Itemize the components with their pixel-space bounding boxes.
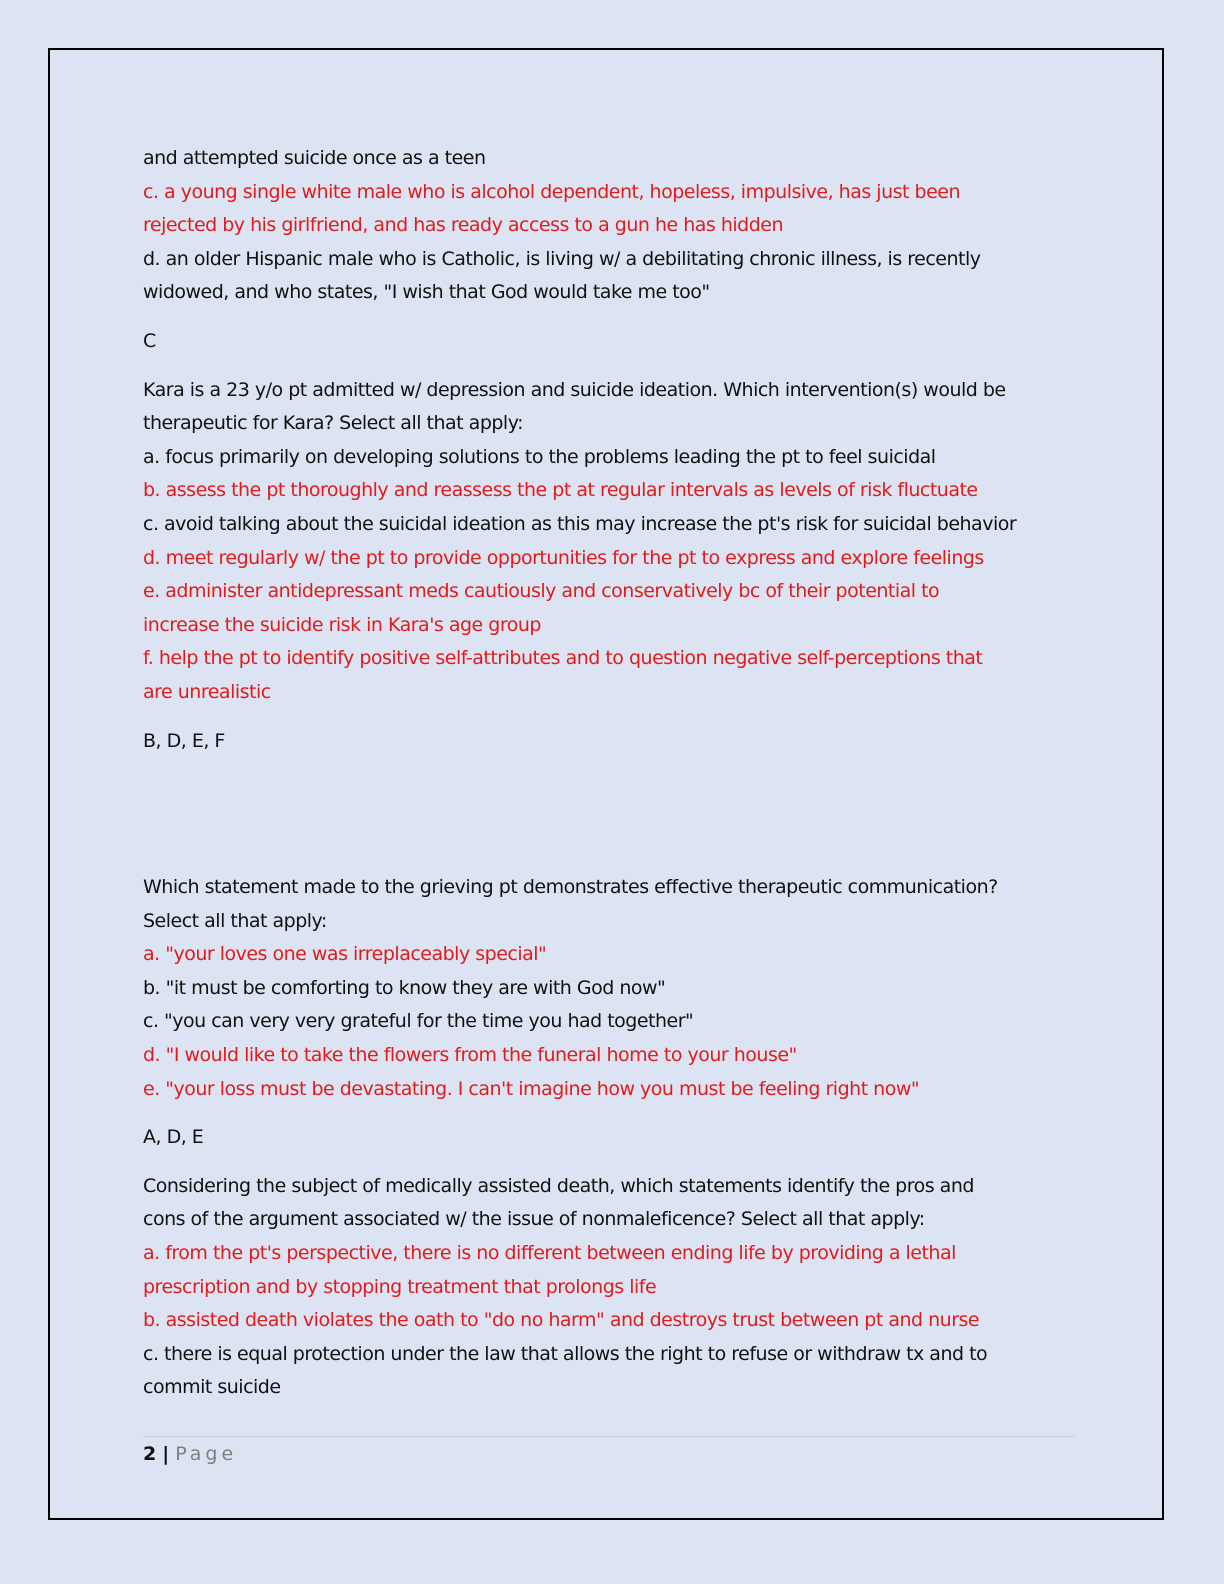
kara-option-c: c. avoid talking about the suicidal ideation as this may increase the pt's risk for suicidal behavior [143,512,1017,535]
grief-answer: A, D, E [143,1126,204,1149]
prev-option-d-line1: d. an older Hispanic male who is Catholic, is living w/ a debilitating chronic illness, is recently [143,247,981,270]
page-label: Page [175,1443,238,1465]
death-question-stem-line1: Considering the subject of medically assisted death, which statements identify the pros and [143,1174,974,1197]
document-body [143,142,1078,1405]
kara-answer: B, D, E, F [143,729,225,752]
death-option-c-line1: c. there is equal protection under the law that allows the right to refuse or withdraw tx and to [143,1342,988,1365]
prev-option-c-line2: rejected by his girlfriend, and has ready access to a gun he has hidden [143,214,784,237]
grief-option-a: a. "your loves one was irreplaceably special" [143,943,547,966]
kara-question-stem-line1: Kara is a 23 y/o pt admitted w/ depression and suicide ideation. Which intervention(s) would be [143,378,1006,401]
kara-option-d: d. meet regularly w/ the pt to provide opportunities for the pt to express and explore feelings [143,546,984,569]
kara-option-f-line1: f. help the pt to identify positive self-attributes and to question negative self-perceptions that [143,647,983,670]
death-question-stem-line2: cons of the argument associated w/ the issue of nonmaleficence? Select all that apply: [143,1208,925,1231]
grief-option-c: c. "you can very very grateful for the time you had together" [143,1010,694,1033]
kara-option-e-line1: e. administer antidepressant meds cautiously and conservatively bc of their potential to [143,580,940,603]
kara-option-b: b. assess the pt thoroughly and reassess the pt at regular intervals as levels of risk fluctuate [143,479,978,502]
grief-option-d: d. "I would like to take the flowers from the funeral home to your house" [143,1044,797,1067]
page-number: 2 [143,1443,157,1465]
death-option-c-line2: commit suicide [143,1376,281,1399]
grief-question-stem-line2: Select all that apply: [143,909,327,932]
kara-option-a: a. focus primarily on developing solutions to the problems leading the pt to feel suicidal [143,445,936,468]
death-option-a-line2: prescription and by stopping treatment that prolongs life [143,1275,657,1298]
prev-option-d-line2: widowed, and who states, "I wish that God would take me too" [143,281,710,304]
grief-question-stem-line1: Which statement made to the grieving pt demonstrates effective therapeutic communication? [143,876,998,899]
prev-option-b-tail: and attempted suicide once as a teen [143,147,486,169]
prev-answer: C [143,329,156,352]
footer-divider [143,1436,1075,1437]
kara-option-e-line2: increase the suicide risk in Kara's age group [143,613,541,636]
death-option-a-line1: a. from the pt's perspective, there is no different between ending life by providing a lethal [143,1242,956,1265]
grief-option-b: b. "it must be comforting to know they are with God now" [143,976,666,999]
page-footer [143,1440,237,1468]
grief-option-e: e. "your loss must be devastating. I can't imagine how you must be feeling right now" [143,1077,920,1100]
kara-question-stem-line2: therapeutic for Kara? Select all that apply: [143,412,523,435]
death-option-b: b. assisted death violates the oath to "do no harm" and destroys trust between pt and nurse [143,1309,980,1332]
kara-option-f-line2: are unrealistic [143,680,271,703]
footer-separator: | [162,1443,170,1465]
prev-option-c-line1: c. a young single white male who is alcohol dependent, hopeless, impulsive, has just been [143,180,960,203]
